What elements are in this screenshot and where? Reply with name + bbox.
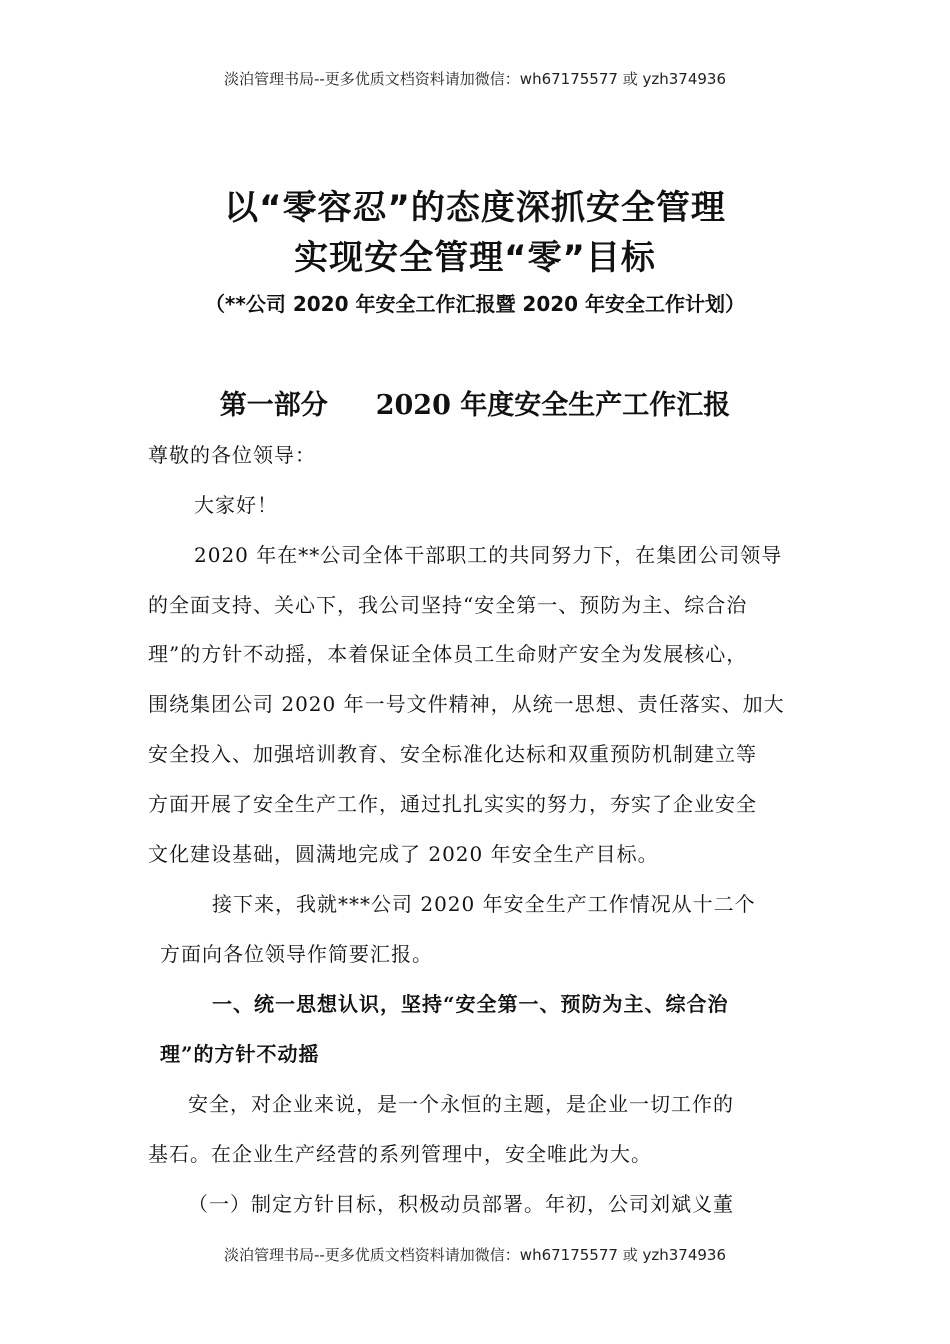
salutation: 尊敬的各位领导： — [148, 443, 316, 467]
page-footer: 淡泊管理书局--更多优质文档资料请加微信：wh67175577 或 yzh374936 — [223, 1246, 726, 1264]
paragraph-3-line-2: 基石。在企业生产经营的系列管理中，安全唯此为大。 — [148, 1142, 652, 1166]
paragraph-1-line-4: 围绕集团公司 2020 年一号文件精神，从统一思想、责任落实、加大 — [148, 692, 785, 716]
section-heading — [0, 383, 950, 422]
paragraph-2-line-1: 接下来，我就***公司 2020 年安全生产工作情况从十二个 — [212, 892, 756, 916]
paragraph-4-line-1: （一）制定方针目标，积极动员部署。年初，公司刘斌义董 — [188, 1192, 734, 1216]
paragraph-1-line-3: 理”的方针不动摇，本着保证全体员工生命财产安全为发展核心， — [148, 642, 748, 666]
paragraph-1-line-7: 文化建设基础，圆满地完成了 2020 年安全生产目标。 — [148, 842, 659, 866]
paragraph-1-line-6: 方面开展了安全生产工作，通过扎扎实实的努力，夯实了企业安全 — [148, 792, 757, 816]
subheading-1-line-1: 一、统一思想认识，坚持“安全第一、预防为主、综合治 — [212, 992, 729, 1016]
subheading-1-line-2: 理”的方针不动摇 — [160, 1042, 320, 1066]
page-header: 淡泊管理书局--更多优质文档资料请加微信：wh67175577 或 yzh374936 — [223, 70, 726, 88]
paragraph-1-line-1: 2020 年在**公司全体干部职工的共同努力下，在集团公司领导 — [194, 543, 783, 567]
greeting: 大家好！ — [194, 493, 278, 517]
paragraph-1-line-2: 的全面支持、关心下，我公司坚持“安全第一、预防为主、综合治 — [148, 593, 748, 617]
paragraph-3-line-1: 安全，对企业来说，是一个永恒的主题，是企业一切工作的 — [188, 1092, 734, 1116]
section-part-label: 第一部分 — [219, 390, 328, 421]
document-title-line-2: 实现安全管理“零”目标 — [294, 238, 656, 278]
paragraph-1-line-5: 安全投入、加强培训教育、安全标准化达标和双重预防机制建立等 — [148, 742, 757, 766]
paragraph-2-line-2: 方面向各位领导作简要汇报。 — [160, 942, 433, 966]
document-subtitle: （**公司 2020 年安全工作汇报暨 2020 年安全工作计划） — [204, 292, 746, 316]
document-title-line-1: 以“零容忍”的态度深抓安全管理 — [224, 188, 726, 228]
section-title: 2020 年度安全生产工作汇报 — [375, 390, 731, 421]
